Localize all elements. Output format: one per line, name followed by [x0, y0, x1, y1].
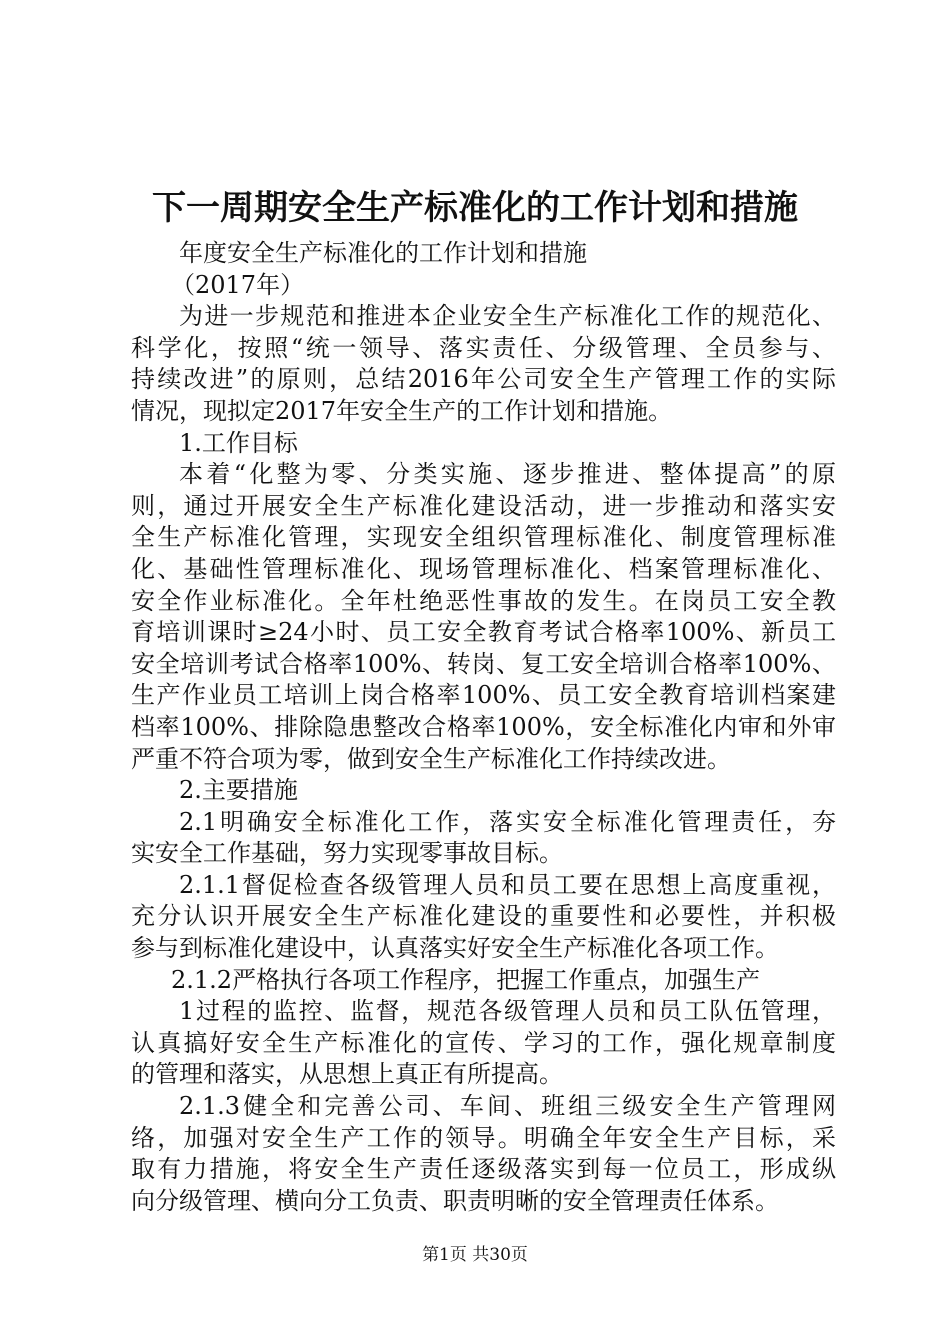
- paragraph-line: 的管理和落实，从思想上真正有所提高。: [131, 1060, 563, 1089]
- paragraph-line: 2.1明确安全标准化工作，落实安全标准化管理责任，夯: [179, 807, 836, 836]
- paragraph-line: 1.工作目标: [179, 428, 298, 457]
- paragraph-line: 年度安全生产标准化的工作计划和措施: [179, 239, 587, 267]
- paragraph-line: 生产作业员工培训上岗合格率100%、员工安全教育培训档案建: [131, 681, 836, 710]
- paragraph-line: 严重不符合项为零，做到安全生产标准化工作持续改进。: [131, 744, 731, 773]
- paragraph-line: 情况，现拟定2017年安全生产的工作计划和措施。: [131, 396, 673, 425]
- document-title: 下一周期安全生产标准化的工作计划和措施: [152, 188, 798, 228]
- paragraph-line: 安全培训考试合格率100%、转岗、复工安全培训合格率100%、: [131, 649, 836, 678]
- paragraph-line: 参与到标准化建设中，认真落实好安全生产标准化各项工作。: [131, 934, 779, 963]
- paragraph-line: 本着“化整为零、分类实施、逐步推进、整体提高”的原: [179, 460, 836, 489]
- paragraph-line: 2.1.3健全和完善公司、车间、班组三级安全生产管理网: [179, 1092, 836, 1121]
- paragraph-line: 络，加强对安全生产工作的领导。明确全年安全生产目标，采: [131, 1123, 836, 1152]
- paragraph-line: 1过程的监控、监督，规范各级管理人员和员工队伍管理，: [179, 997, 836, 1026]
- paragraph-line: 向分级管理、横向分工负责、职责明晰的安全管理责任体系。: [131, 1186, 779, 1215]
- paragraph-line: 安全作业标准化。全年杜绝恶性事故的发生。在岗员工安全教: [131, 586, 836, 615]
- document-body: [131, 238, 836, 1217]
- paragraph-line: 科学化，按照“统一领导、落实责任、分级管理、全员参与、: [131, 333, 836, 362]
- paragraph-line: 全生产标准化管理，实现安全组织管理标准化、制度管理标准: [131, 523, 836, 552]
- paragraph-line: 2.1.2严格执行各项工作程序，把握工作重点，加强生产: [171, 965, 761, 994]
- paragraph-line: 为进一步规范和推进本企业安全生产标准化工作的规范化、: [179, 302, 836, 331]
- paragraph-line: 持续改进”的原则，总结2016年公司安全生产管理工作的实际: [131, 365, 836, 394]
- paragraph-line: 充分认识开展安全生产标准化建设的重要性和必要性，并积极: [131, 902, 836, 931]
- paragraph-line: 化、基础性管理标准化、现场管理标准化、档案管理标准化、: [131, 554, 836, 583]
- page-footer: 第1页 共30页: [422, 1245, 528, 1265]
- paragraph-line: 档率100%、排除隐患整改合格率100%，安全标准化内审和外审: [131, 712, 836, 741]
- paragraph-line: 育培训课时≥24小时、员工安全教育考试合格率100%、新员工: [131, 618, 836, 647]
- paragraph-line: （2017年）: [171, 270, 305, 299]
- paragraph-line: 取有力措施，将安全生产责任逐级落实到每一位员工，形成纵: [131, 1155, 836, 1184]
- paragraph-line: 实安全工作基础，努力实现零事故目标。: [131, 839, 563, 868]
- paragraph-line: 认真搞好安全生产标准化的宣传、学习的工作，强化规章制度: [131, 1028, 836, 1057]
- paragraph-line: 2.1.1督促检查各级管理人员和员工要在思想上高度重视，: [179, 870, 836, 899]
- paragraph-line: 2.主要措施: [179, 776, 298, 805]
- paragraph-line: 则，通过开展安全生产标准化建设活动，进一步推动和落实安: [131, 491, 836, 520]
